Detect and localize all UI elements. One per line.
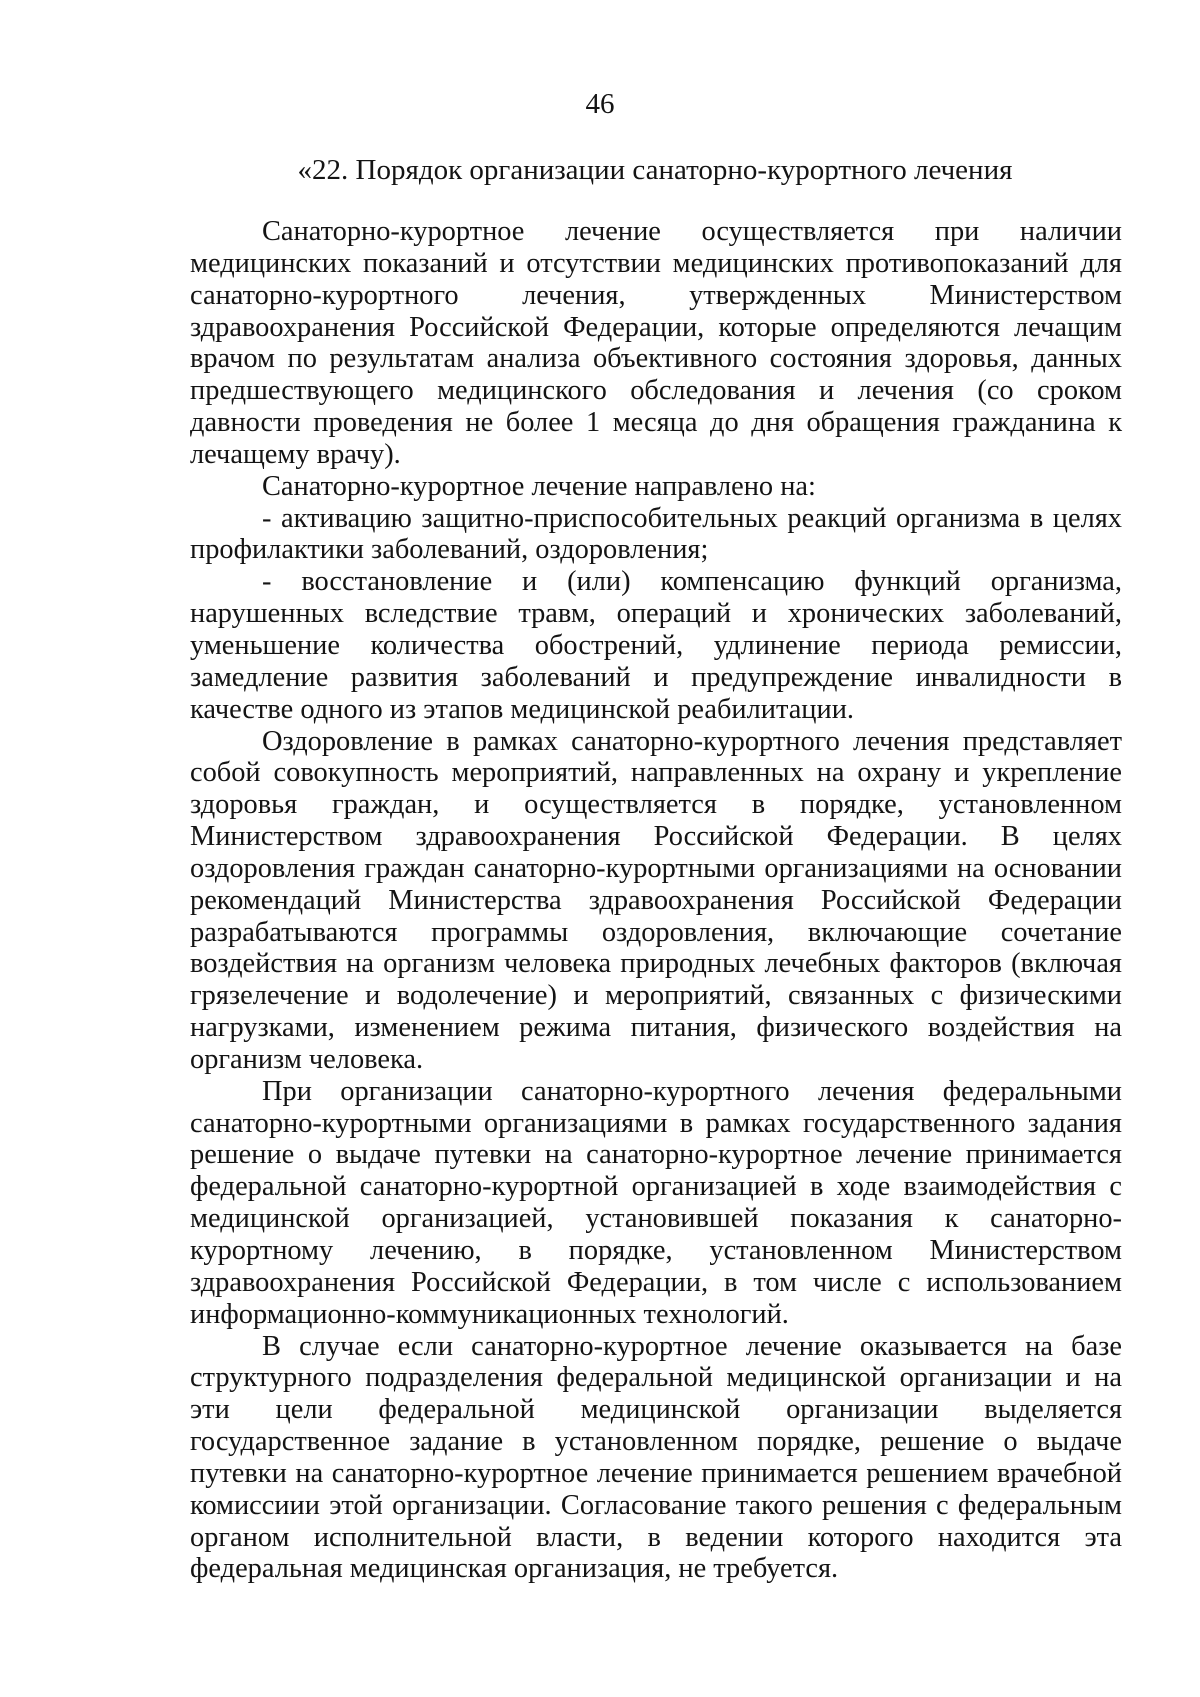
paragraph: При организации санаторно-курортного лечения федеральными санаторно-курортными организациями в рамках государственного задания решение о выдаче путевки на санаторно-курортное лечение принимается федеральной санаторно-курортной организацией в ходе взаимодействия с медицинской организацией, установившей показания к санаторно-курортному лечению, в порядке, установленном Министерством здравоохранения Российской Федерации, в том числе с использованием информационно-коммуникационных технологий.	[190, 1075, 1122, 1330]
list-item: - активацию защитно-приспособительных реакций организма в целях профилактики заболеваний, оздоровления;	[190, 502, 1122, 566]
paragraph: Оздоровление в рамках санаторно-курортного лечения представляет собой совокупность мероприятий, направленных на охрану и укрепление здоровья граждан, и осуществляется в порядке, установленном Министерством здравоохранения Российской Федерации. В целях оздоровления граждан санаторно-курортными организациями на основании рекомендаций Министерства здравоохранения Российской Федерации разрабатываются программы оздоровления, включающие сочетание воздействия на организм человека природных лечебных факторов (включая грязелечение и водолечение) и мероприятий, связанных с физическими нагрузками, изменением режима питания, физического воздействия на организм человека.	[190, 725, 1122, 1075]
paragraph: Санаторно-курортное лечение осуществляется при наличии медицинских показаний и отсутствии медицинских противопоказаний для санаторно-курортного лечения, утвержденных Министерством здравоохранения Российской Федерации, которые определяются лечащим врачом по результатам анализа объективного состояния здоровья, данных предшествующего медицинского обследования и лечения (со сроком давности проведения не более 1 месяца до дня обращения гражданина к лечащему врачу).	[190, 216, 1122, 470]
page-number: 46	[585, 88, 615, 120]
body-text	[190, 216, 1122, 1585]
paragraph: Санаторно-курортное лечение направлено на:	[262, 470, 816, 502]
list-item: - восстановление и (или) компенсацию функций организма, нарушенных вследствие травм, операций и хронических заболеваний, уменьшение количества обострений, удлинение периода ремиссии, замедление развития заболеваний и предупреждение инвалидности в качестве одного из этапов медицинской реабилитации.	[190, 566, 1122, 725]
section-title: «22. Порядок организации санаторно-курортного лечения	[297, 154, 1013, 186]
paragraph: В случае если санаторно-курортное лечение оказывается на базе структурного подразделения федеральной медицинской организации и на эти цели федеральной медицинской организации выделяется государственное задание в установленном порядке, решение о выдаче путевки на санаторно-курортное лечение принимается решением врачебной комиссиии этой организации. Согласование такого решения с федеральным органом исполнительной власти, в ведении которого находится эта федеральная медицинская организация, не требуется.	[190, 1330, 1122, 1585]
